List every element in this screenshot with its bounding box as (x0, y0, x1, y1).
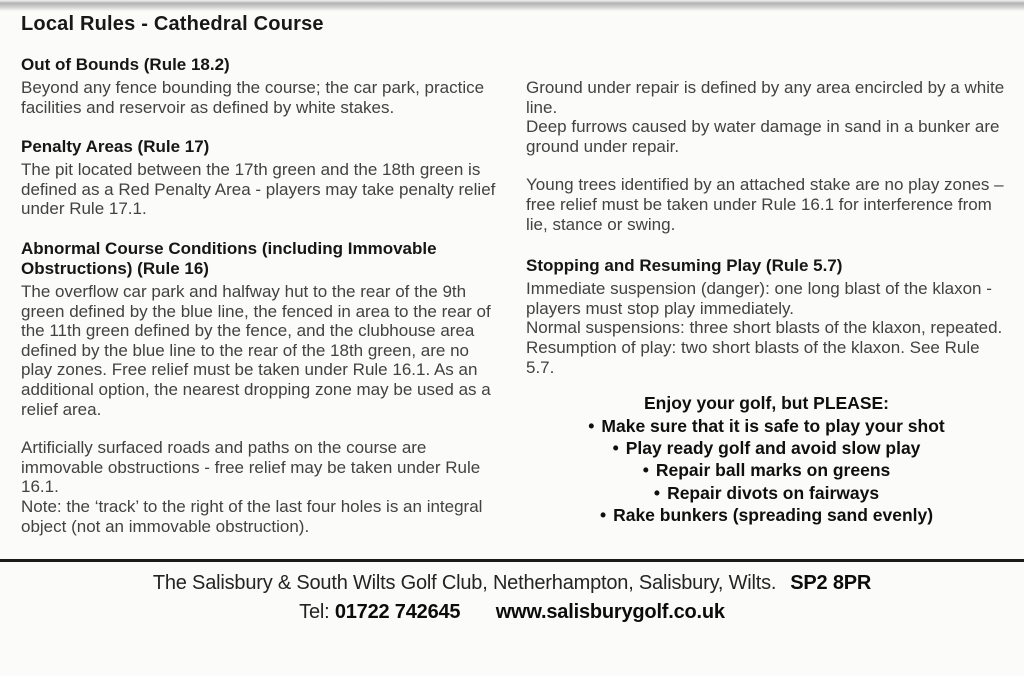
plea-bullet-text: Repair ball marks on greens (655, 460, 891, 481)
plea-bullet-text: Play ready golf and avoid slow play (625, 437, 921, 458)
abnormal-conditions-para2-roads: Artificially surfaced roads and paths on the course are immovable obstructions - free relief may be taken under Rule 16.1. (21, 438, 481, 497)
plea-bullet-text: Make sure that it is safe to play your shot (601, 415, 945, 436)
club-postcode: SP2 8PR (790, 572, 872, 594)
tel-label: Tel: (299, 601, 330, 623)
abnormal-conditions-para1: The overflow car park and halfway hut to the rear of the 9th green defined by the blue line, the fenced in area to the rear of the 11th green defined by the fence, and the clubhouse area defined by the blue line to the rear of the 18th green, are no play zones. Free relief must be taken under Rule 16.1. As an additional option, the nearest dropping zone may be used as a relief area. (21, 281, 491, 419)
footer (0, 572, 1024, 624)
footer-divider (0, 559, 1024, 562)
footer-contact-line (0, 601, 1024, 624)
left-column (21, 55, 504, 536)
out-of-bounds-heading: Out of Bounds (Rule 18.2) (21, 55, 230, 74)
abnormal-conditions-heading: Abnormal Course Conditions (including Immovable Obstructions) (Rule 16) (21, 238, 437, 278)
bullet-icon: • (642, 460, 649, 481)
ground-under-repair-line1: Ground under repair is defined by any area encircled by a white line. (526, 78, 1005, 117)
bullet-icon: • (612, 437, 619, 458)
plea-bullet-item (526, 415, 1007, 437)
stopping-immediate-line: Immediate suspension (danger): one long blast of the klaxon - players must stop play immediately. (526, 279, 992, 318)
section-out-of-bounds (21, 55, 504, 117)
stopping-resumption-line: Resumption of play: two short blasts of the klaxon. See Rule 5.7. (526, 337, 980, 377)
scan-top-edge (0, 0, 1024, 11)
section-penalty-areas (21, 137, 504, 219)
young-trees-paragraph: Young trees identified by an attached stake are no play zones – free relief must be taken under Rule 16.1 for interference from lie, stance or swing. (526, 175, 1004, 234)
club-address: The Salisbury & South Wilts Golf Club, Netherhampton, Salisbury, Wilts. (152, 572, 777, 594)
penalty-areas-body: The pit located between the 17th green and the 18th green is defined as a Red Penalty Area - players may take penalty relief under Rule 17.1. (21, 160, 496, 219)
out-of-bounds-body: Beyond any fence bounding the course; the car park, practice facilities and reservoir as defined by white stakes. (21, 78, 485, 117)
plea-bullet-item (526, 459, 1007, 481)
section-abnormal-conditions (21, 239, 504, 536)
bullet-icon: • (599, 505, 607, 526)
ground-under-repair-block (526, 78, 1007, 156)
abnormal-conditions-para2-note: Note: the ‘track’ to the right of the last four holes is an integral object (not an immovable obstruction). (21, 496, 483, 536)
plea-bullet-text: Repair divots on fairways (667, 482, 880, 503)
section-stopping-resuming (526, 256, 1007, 377)
bullet-icon: • (653, 482, 661, 503)
bullet-icon: • (588, 415, 595, 436)
penalty-areas-heading: Penalty Areas (Rule 17) (21, 137, 210, 157)
two-column-layout (21, 55, 1007, 536)
stopping-normal-line: Normal suspensions: three short blasts of the klaxon, repeated. (526, 318, 1003, 338)
footer-address-line (0, 572, 1024, 595)
etiquette-plea-block (526, 392, 1007, 526)
plea-bullet-item (526, 482, 1007, 504)
phone-number: 01722 742645 (334, 601, 461, 623)
ground-under-repair-line2: Deep furrows caused by water damage in sand in a bunker are ground under repair. (526, 117, 1000, 156)
right-column (526, 55, 1007, 536)
card-content (21, 13, 1007, 536)
stopping-resuming-heading: Stopping and Resuming Play (Rule 5.7) (526, 256, 843, 276)
plea-bullet-item (526, 504, 1007, 526)
page-title: Local Rules - Cathedral Course (21, 13, 324, 35)
plea-bullet-item (526, 437, 1007, 459)
plea-title: Enjoy your golf, but PLEASE: (644, 393, 889, 414)
website-url: www.salisburygolf.co.uk (495, 601, 725, 623)
plea-bullet-text: Rake bunkers (spreading sand evenly) (613, 505, 934, 526)
